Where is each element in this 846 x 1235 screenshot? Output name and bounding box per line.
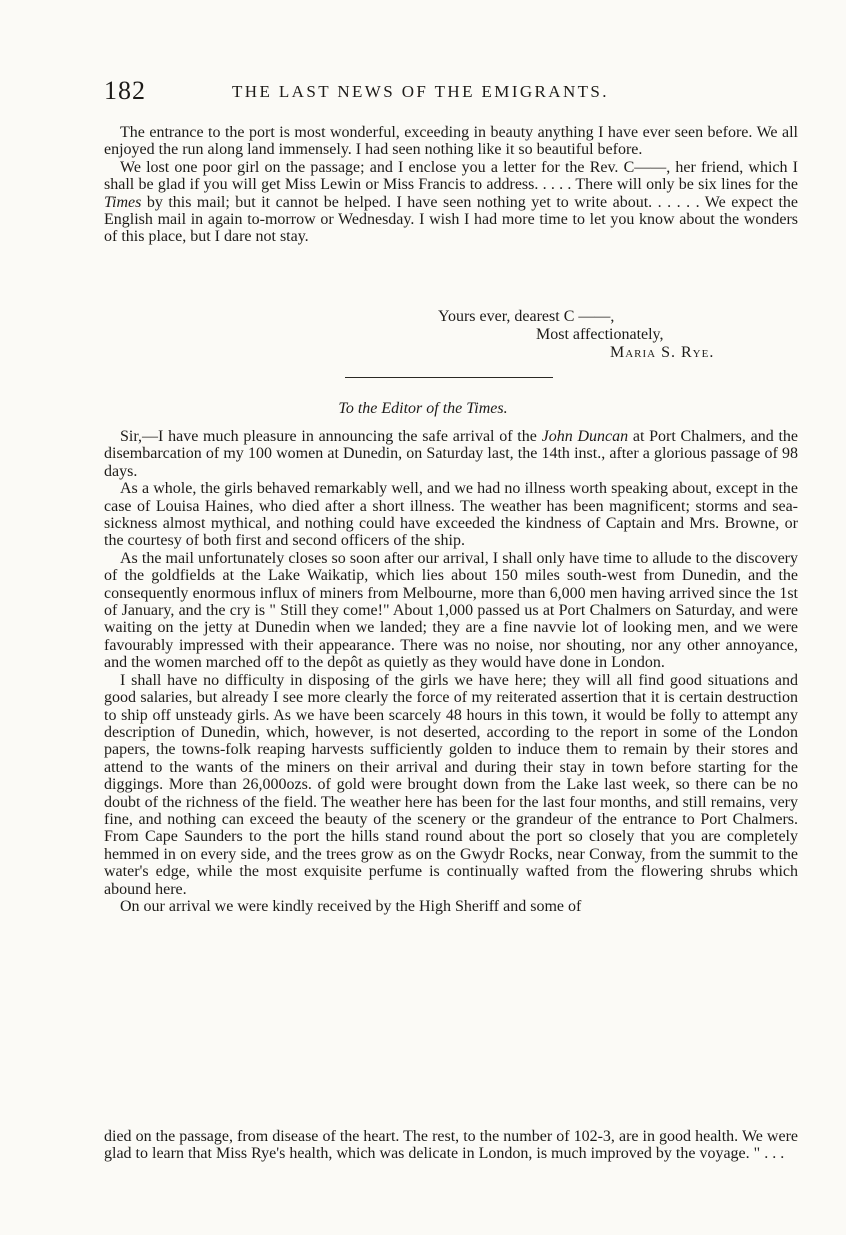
section-heading: To the Editor of the Times.	[338, 400, 508, 417]
closing-line: Most affectionately,	[536, 326, 664, 343]
times-letter	[104, 428, 798, 915]
paragraph: I shall have no difficulty in disposing of the girls we have here; they will all find good situations and good salaries, but already I see more clearly the force of my reiterated assertion that it is certain destruction to ship off unsteady girls. As we have been scarcely 48 hours in this town, it would be folly to attempt any description of Dunedin, which, however, is not deserted, according to the report in some of the London papers, the towns-folk reaping harvests sufficiently golden to induce them to remain by their stores and attend to the wants of the miners on their arrival and during their stay in town before starting for the diggings. More than 26,000ozs. of gold were brought down from the Lake last week, so there can be no doubt of the richness of the field. The weather here has been for the last four months, and still remains, very fine, and nothing can exceed the beauty of the scenery or the grandeur of the entrance to Port Chalmers. From Cape Saunders to the port the hills stand round about the port so closely that you are completely hemmed in on every side, and the trees grow as on the Gwydr Rocks, near Conway, from the summit to the water's edge, while the most exquisite perfume is continually wafted from the flowering shrubs which abound here.	[104, 671, 798, 898]
closing-line: Yours ever, dearest C ——,	[438, 308, 615, 325]
paragraph: As the mail unfortunately closes so soon after our arrival, I shall only have time to allude to the discovery of the goldfields at the Lake Waikatip, which lies about 150 miles south-west from Dunedin, and the consequently enormous influx of miners from Melbourne, more than 6,000 men having arrived since the 1st of January, and the cry is " Still they come!" About 1,000 passed us at Port Chalmers on Saturday, and were waiting on the jetty at Dunedin when we landed; they are a fine navvie lot of looking men, and we were favourably impressed with their appearance. There was no noise, nor shouting, nor any other annoyance, and the women marched off to the depôt as quietly as they would have done in London.	[104, 549, 798, 672]
ship-name: John Duncan	[541, 428, 629, 445]
paragraph: The entrance to the port is most wonderful, exceeding in beauty anything I have ever seen before. We all enjoyed the run along land immensely. I had seen nothing like it so beautiful before.	[104, 124, 798, 159]
text-run: by this mail; but it cannot be helped. I have seen nothing yet to write about. . . . . . We expect the English mail in again to-morrow or Wednesday. I wish I had more time to let you know about the wonders of this place, but I dare not stay.	[104, 193, 798, 246]
rye-letter	[104, 124, 798, 246]
text-run: We lost one poor girl on the passage; and I enclose you a letter for the Rev. C——, her friend, which I shall be glad if you will get Miss Lewin or Miss Francis to address. . . . . There will only be six lines for the	[104, 158, 798, 194]
running-title: THE LAST NEWS OF THE EMIGRANTS.	[232, 82, 609, 101]
paragraph	[104, 159, 798, 246]
paragraph: died on the passage, from disease of the heart. The rest, to the number of 102-3, are in good health. We were glad to learn that Miss Rye's health, which was delicate in London, is much improved by the voyage. " . . .	[104, 1128, 798, 1163]
page-number: 182	[104, 76, 146, 105]
page-header	[104, 76, 804, 106]
signature: Maria S. Rye.	[610, 344, 715, 361]
closing-fragment	[104, 1128, 798, 1163]
newspaper-title: Times	[104, 193, 142, 211]
paragraph: On our arrival we were kindly received by the High Sheriff and some of	[120, 897, 582, 915]
section-divider	[345, 377, 553, 378]
paragraph: As a whole, the girls behaved remarkably well, and we had no illness worth speaking about, except in the case of Louisa Haines, who died after a short illness. The weather has been magnificent; storms and sea-sickness almost mythical, and nothing could have exceeded the kindness of Captain and Mrs. Browne, or the courtesy of both first and second officers of the ship.	[104, 480, 798, 550]
paragraph	[104, 428, 798, 480]
text-run: at Port Chalmers, and the disembarcation of my 100 women at Dunedin, on Saturday last, the 14th inst., after a glorious passage of 98 days.	[104, 428, 799, 480]
text-run: Sir,—I have much pleasure in announcing the safe arrival of the	[120, 428, 542, 445]
